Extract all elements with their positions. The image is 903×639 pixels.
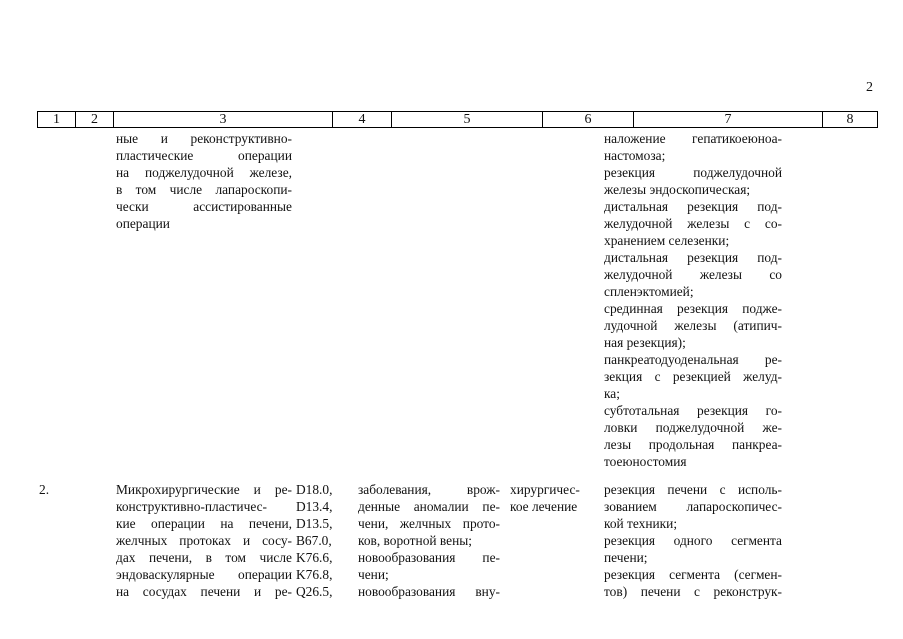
text-line: денные аномалии пе-	[358, 499, 500, 514]
text-line: срединная резекция подже-	[604, 301, 782, 316]
text-line: желчных протоках и сосу-	[116, 533, 292, 548]
text-line: настомоза;	[604, 148, 666, 163]
text-line: дистальная резекция под-	[604, 250, 782, 265]
text-line: зекция с резекцией желуд-	[604, 369, 782, 384]
col-header-3: 3	[114, 112, 333, 127]
col-header-1: 1	[38, 112, 76, 127]
text-line: ка;	[604, 386, 620, 401]
text-line: наложение гепатикоеюноа-	[604, 131, 782, 146]
text-line: эндоваскулярные операции	[116, 567, 292, 582]
row2-col5-text	[358, 481, 500, 600]
text-line: на сосудах печени и ре-	[116, 584, 292, 599]
text-line: резекция печени с исполь-	[604, 482, 782, 497]
text-line: чени;	[358, 567, 389, 582]
text-line: дистальная резекция под-	[604, 199, 782, 214]
text-line: в том числе лапароскопи-	[116, 182, 292, 197]
text-line: новообразования вну-	[358, 584, 500, 599]
cont-col3-text	[116, 130, 292, 232]
text-line: железы эндоскопическая;	[604, 182, 751, 197]
text-line: кие операции на печени,	[116, 516, 292, 531]
page-number: 2	[866, 80, 873, 95]
row2-col7-text	[604, 481, 782, 600]
text-line: субтотальная резекция го-	[604, 403, 782, 418]
text-line: на поджелудочной железе,	[116, 165, 292, 180]
text-line: печени;	[604, 550, 648, 565]
icd-code: D13.5,	[296, 516, 333, 531]
icd-code: B67.0,	[296, 533, 332, 548]
text-line: желудочной железы с со-	[604, 216, 782, 231]
text-line: резекция одного сегмента	[604, 533, 782, 548]
col-header-2: 2	[76, 112, 114, 127]
text-line: панкреатодуоденальная ре-	[604, 352, 782, 367]
text-line: лудочной железы (атипич-	[604, 318, 782, 333]
text-line: операции	[116, 216, 170, 231]
text-line: чески ассистированные	[116, 199, 292, 214]
text-line: ков, воротной вены;	[358, 533, 472, 548]
text-line: новообразования пе-	[358, 550, 500, 565]
text-line: резекция поджелудочной	[604, 165, 782, 180]
col-header-8: 8	[846, 112, 854, 127]
text-line: ная резекция);	[604, 335, 686, 350]
text-line: зованием лапароскопичес-	[604, 499, 782, 514]
text-line: тоеюностомия	[604, 454, 687, 469]
row2-col4-codes	[296, 481, 346, 600]
text-line: хирургичес-	[510, 482, 580, 497]
text-line: спленэктомией;	[604, 284, 694, 299]
row2-col3-text	[116, 481, 292, 600]
text-line: ловки поджелудочной же-	[604, 420, 782, 435]
text-line: кое лечение	[510, 499, 578, 514]
cont-col7-text	[604, 130, 782, 470]
text-line: резекция сегмента (сегмен-	[604, 567, 782, 582]
row2-col6-text	[510, 481, 594, 515]
col-header-5: 5	[392, 112, 543, 127]
text-line: кой техники;	[604, 516, 678, 531]
text-line: ные и реконструктивно-	[116, 131, 292, 146]
text-line: дах печени, в том числе	[116, 550, 292, 565]
icd-code: D18.0,	[296, 482, 333, 497]
text-line: желудочной железы со	[604, 267, 782, 282]
text-line: лезы продольная панкреа-	[604, 437, 782, 452]
icd-code: D13.4,	[296, 499, 333, 514]
col-header-7: 7	[634, 112, 823, 127]
text-line: пластические операции	[116, 148, 292, 163]
col-header-4: 4	[333, 112, 392, 127]
row-number: 2.	[39, 482, 50, 497]
col-header-6: 6	[543, 112, 634, 127]
text-line: Микрохирургические и ре-	[116, 482, 292, 497]
text-line: тов) печени с реконструк-	[604, 584, 782, 599]
text-line: хранением селезенки;	[604, 233, 730, 248]
text-line: конструктивно-пластичес-	[116, 499, 268, 514]
icd-code: K76.8,	[296, 567, 333, 582]
row2-number	[39, 481, 69, 498]
column-number-header	[37, 111, 878, 128]
text-line: заболевания, врож-	[358, 482, 500, 497]
icd-code: Q26.5,	[296, 584, 333, 599]
icd-code: K76.6,	[296, 550, 333, 565]
text-line: чени, желчных прото-	[358, 516, 500, 531]
